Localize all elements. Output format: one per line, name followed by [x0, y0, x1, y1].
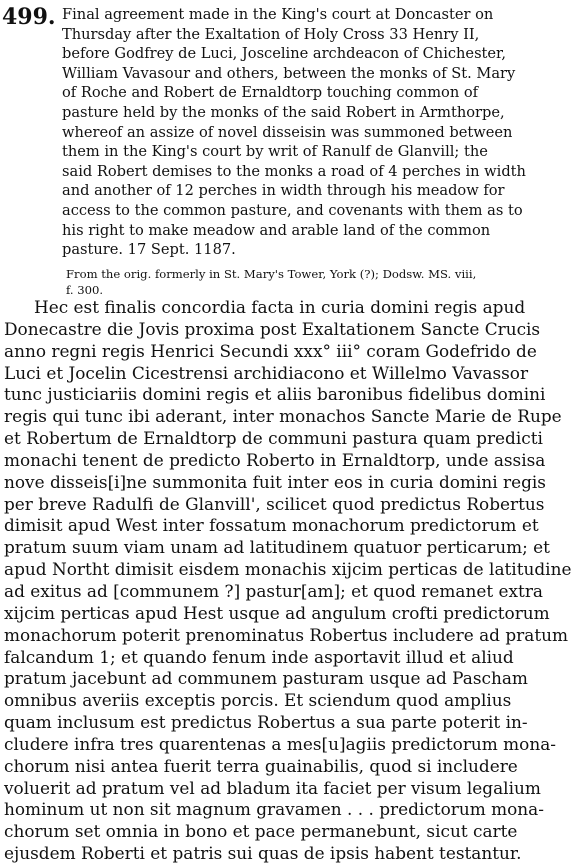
latin-line: pratum suum viam unam ad latitudinem quatuor perticarum; et [4, 537, 550, 558]
summary-line: access to the common pasture, and covenants with them as to [62, 201, 523, 219]
latin-line: et Robertum de Ernaldtorp de communi pastura quam predicti [4, 428, 543, 449]
latin-line: nove disseis[i]ne summonita fuit inter eos in curia domini regis [4, 471, 546, 492]
latin-line: pratum jacebunt ad communem pasturam usque ad Pascham [4, 668, 528, 689]
latin-line: dimisit apud West inter fossatum monachorum predictorum et [4, 515, 539, 536]
source-citation [66, 266, 566, 298]
summary-line: William Vavasour and others, between the monks of St. Mary [62, 64, 516, 82]
summary-line: Thursday after the Exaltation of Holy Cross 33 Henry II, [62, 25, 480, 43]
entry-summary [62, 5, 574, 260]
summary-line: his right to make meadow and arable land of the common [62, 221, 491, 239]
latin-line: chorum set omnia in bono et pace permanebunt, sicut carte [4, 821, 518, 842]
source-line: From the orig. formerly in St. Mary's Tower, York (?); Dodsw. MS. viii, [66, 267, 477, 281]
summary-line: Final agreement made in the King's court at Doncaster on [62, 6, 494, 23]
summary-line: whereof an assize of novel disseisin was summoned between [62, 123, 513, 141]
latin-line: anno regni regis Henrici Secundi xxx° iii° coram Godefrido de [4, 340, 537, 361]
entry-number: 499. [2, 4, 56, 30]
latin-line: falcandum 1; et quando fenum inde asportavit illud et aliud [4, 646, 514, 667]
summary-line: pasture held by the monks of the said Robert in Armthorpe, [62, 103, 505, 121]
latin-text [4, 297, 574, 865]
summary-line: them in the King's court by writ of Ranulf de Glanvill; the [62, 143, 488, 161]
summary-line: and another of 12 perches in width through his meadow for [62, 182, 505, 200]
latin-line: ejusdem Roberti et patris sui quas de ipsis habent testantur. [4, 843, 522, 864]
summary-line: pasture. 17 Sept. 1187. [62, 241, 236, 259]
latin-line: Donecastre die Jovis proxima post Exaltationem Sancte Crucis [4, 318, 541, 339]
latin-line: quam inclusum est predictus Robertus a sua parte poterit in- [4, 712, 528, 733]
source-line: f. 300. [66, 283, 104, 297]
latin-line: chorum nisi antea fuerit terra guainabilis, quod si includere [4, 755, 518, 776]
latin-line: monachi tenent de predicto Roberto in Ernaldtorp, unde assisa [4, 449, 546, 470]
latin-line: Luci et Jocelin Cicestrensi archidiacono et Willelmo Vavassor [4, 362, 529, 383]
latin-line: regis qui tunc ibi aderant, inter monachos Sancte Marie de Rupe [4, 406, 562, 427]
latin-line: omnibus averiis exceptis porcis. Et sciendum quod amplius [4, 690, 512, 711]
latin-line: cludere infra tres quarentenas a mes[u]agiis predictorum mona- [4, 733, 556, 754]
latin-line: ad exitus ad [communem ?] pastur[am]; et quod remanet extra [4, 580, 543, 601]
summary-line: of Roche and Robert de Ernaldtorp touching common of [62, 84, 479, 102]
latin-line: voluerit ad pratum vel ad bladum ita faciet per visum legalium [4, 777, 541, 798]
latin-line: hominum ut non sit magnum gravamen . . . predictorum mona- [4, 799, 544, 820]
latin-line: xijcim perticas apud Hest usque ad angulum crofti predictorum [4, 602, 550, 623]
latin-line: per breve Radulfi de Glanvill', scilicet quod predictus Robertus [4, 493, 545, 514]
latin-line: tunc justiciariis domini regis et aliis baronibus fidelibus domini [4, 384, 546, 405]
summary-line: said Robert demises to the monks a road of 4 perches in width [62, 162, 526, 180]
latin-line: monachorum poterit prenominatus Robertus includere ad pratum [4, 624, 569, 645]
summary-line: before Godfrey de Luci, Josceline archdeacon of Chichester, [62, 45, 507, 63]
latin-line: Hec est finalis concordia facta in curia domini regis apud [34, 297, 526, 317]
latin-line: apud Northt dimisit eisdem monachis xijcim perticas de latitudine [4, 559, 572, 580]
